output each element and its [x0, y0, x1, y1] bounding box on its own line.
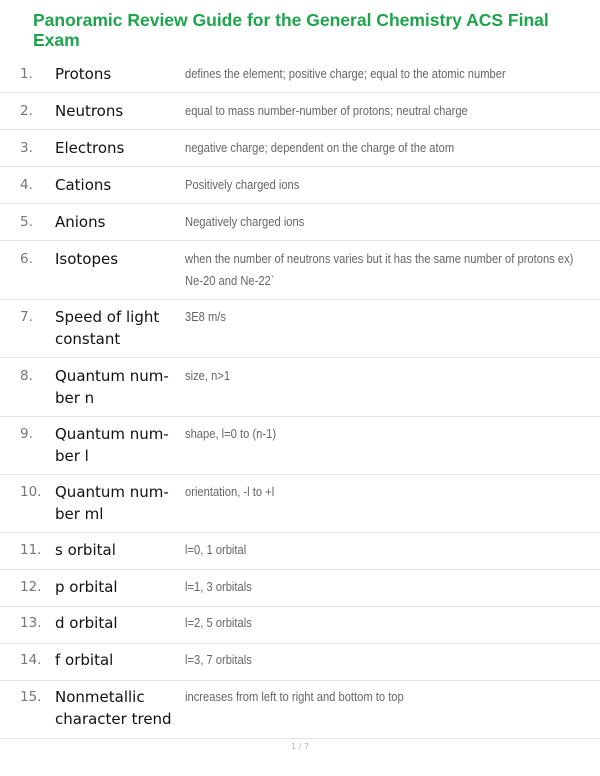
- term-definition: l=2, 5 orbitals: [185, 615, 252, 630]
- term-definition: Negatively charged ions: [185, 214, 305, 229]
- term-definition: increases from left to right and bottom to top: [185, 689, 404, 704]
- term-label: f orbital: [55, 651, 114, 669]
- term-definition: size, n>1: [185, 368, 231, 383]
- row-number: 2.: [20, 103, 33, 119]
- row-number: 15.: [20, 689, 42, 705]
- table-row: [0, 241, 600, 300]
- term-label: Speed of light constant: [55, 308, 160, 348]
- term-definition: negative charge; dependent on the charge of the atom: [185, 140, 455, 155]
- term-definition: orientation, -l to +l: [185, 484, 275, 499]
- row-number: 3.: [20, 140, 33, 156]
- term-definition: l=0, 1 orbital: [185, 542, 247, 557]
- table-row: [0, 358, 600, 417]
- table-row: [0, 167, 600, 204]
- term-label: Neutrons: [55, 102, 124, 120]
- table-row: [0, 681, 600, 739]
- table-row: [0, 57, 600, 93]
- table-row: [0, 570, 600, 607]
- table-row: [0, 130, 600, 167]
- term-label: Quantum num- ber l: [55, 425, 169, 465]
- page-number: 1 / 7: [291, 742, 309, 751]
- table-row: [0, 533, 600, 570]
- term-definition: 3E8 m/s: [185, 309, 227, 324]
- table-row: [0, 644, 600, 681]
- table-row: [0, 93, 600, 130]
- row-number: 1.: [20, 66, 33, 82]
- term-label: Cations: [55, 176, 112, 194]
- term-label: Protons: [55, 65, 112, 83]
- table-row: [0, 300, 600, 358]
- term-definition: when the number of neutrons varies but it has the same number of protons ex) Ne-20 and Ne-22`: [185, 251, 574, 288]
- page-title: Panoramic Review Guide for the General Chemistry ACS Final Exam: [33, 10, 549, 50]
- term-label: s orbital: [55, 541, 116, 559]
- table-row: [0, 417, 600, 475]
- term-label: d orbital: [55, 614, 118, 632]
- table-row: [0, 204, 600, 241]
- term-definition: defines the element; positive charge; equal to the atomic number: [185, 66, 506, 81]
- term-definition: l=3, 7 orbitals: [185, 652, 252, 667]
- row-number: 8.: [20, 368, 33, 384]
- term-label: Nonmetallic character trend: [55, 688, 172, 728]
- row-number: 12.: [20, 579, 42, 595]
- row-number: 9.: [20, 426, 33, 442]
- term-label: Electrons: [55, 139, 125, 157]
- term-label: Quantum num- ber n: [55, 367, 169, 407]
- table-row: [0, 475, 600, 533]
- row-number: 11.: [20, 542, 42, 558]
- term-label: Anions: [55, 213, 106, 231]
- term-label: Isotopes: [55, 250, 119, 268]
- term-definition: l=1, 3 orbitals: [185, 579, 252, 594]
- row-number: 10.: [20, 484, 42, 500]
- row-number: 4.: [20, 177, 33, 193]
- term-definition: equal to mass number-number of protons; neutral charge: [185, 103, 468, 118]
- term-label: p orbital: [55, 578, 118, 596]
- term-label: Quantum num- ber ml: [55, 483, 169, 523]
- row-number: 13.: [20, 615, 42, 631]
- row-number: 14.: [20, 652, 42, 668]
- table-row: [0, 607, 600, 644]
- term-definition: Positively charged ions: [185, 177, 300, 192]
- row-number: 7.: [20, 309, 33, 325]
- row-number: 6.: [20, 251, 33, 267]
- term-definition: shape, l=0 to (n-1): [185, 426, 277, 441]
- row-number: 5.: [20, 214, 33, 230]
